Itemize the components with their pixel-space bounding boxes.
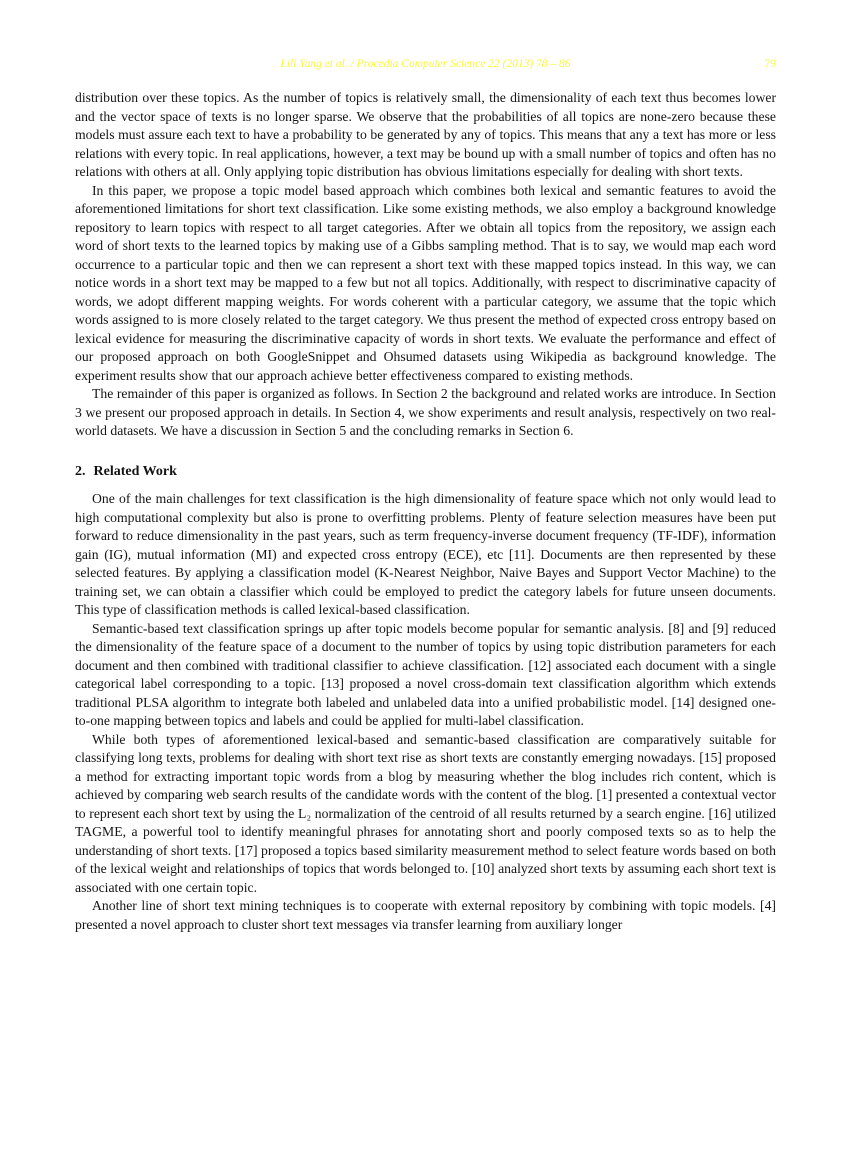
running-header <box>75 56 776 72</box>
section-title: Related Work <box>93 463 177 479</box>
paragraph-external-repository: Another line of short text mining techniques is to cooperate with external repository by combining with topic models. [4] presented a novel approach to cluster short text messages via transfer learning from auxiliary longer <box>75 898 776 932</box>
journal-citation: Lili Yang et al. / Procedia Computer Science 22 (2013) 78 – 86 <box>280 58 571 70</box>
paragraph-semantic-classification: Semantic-based text classification springs up after topic models become popular for semantic analysis. [8] and [9] reduced the dimensionality of the feature space of a document to the number of topics by using topic distribution parameters for each document and then combined with traditional classifier to achieve classification. [12] associated each document with a single categorical label corresponding to a topic. [13] proposed a novel cross-domain text classification algorithm which extends traditional PLSA algorithm to integrate both labeled and unlabeled data into a unified probabilistic model. [14] designed one-to-one mapping between topics and labels and could be applied for multi-label classification. <box>75 620 776 728</box>
paper-body <box>75 89 776 934</box>
paragraph-paper-outline: The remainder of this paper is organized as follows. In Section 2 the background and related works are introduce. In Section 3 we present our proposed approach in details. In Section 4, we show experiments and result analysis, respectively on two real-world datasets. We have a discussion in Section 5 and the concluding remarks in Section 6. <box>75 386 776 438</box>
paragraph-lexical-classification: One of the main challenges for text classification is the high dimensionality of feature space which not only would lead to high computational complexity but also is prone to overfitting problems. Plenty of feature selection measures have been put forward to reduce dimensionality in the past years, such as term frequency-inverse document frequency (TF-IDF), information gain (IG), mutual information (MI) and expected cross entropy (ECE), etc [11]. Documents are then represented by these selected features. By applying a classification model (K-Nearest Neighbor, Naive Bayes and Support Vector Machine) to the training set, we can obtain a classifier which could be employed to predict the category labels for future unseen documents. This type of classification methods is called lexical-based classification. <box>75 491 776 617</box>
section-heading-related-work <box>75 463 776 482</box>
paragraph-proposed-approach: In this paper, we propose a topic model based approach which combines both lexical and semantic features to avoid the aforementioned limitations for short text classification. Like some existing methods, we also employ a background knowledge repository to learn topics with respect to all target categories. After we obtain all topics from the repository, we assign each word of short texts to the learned topics by making use of a Gibbs sampling method. That is to say, we would map each word occurrence to a particular topic and then we can represent a short text with these mapped topics instead. In this way, we can notice words in a short text may be mapped to a few but not all topics. Additionally, with respect to discriminative capacity of words, we adopt different mapping weights. For words coherent with a particular category, we assume that the topic which words assigned to is more closely related to the target category. We thus present the method of expected cross entropy based on lexical evidence for measuring the discriminative capacity of words in short texts. We evaluate the performance and effect of our proposed approach on both GoogleSnippet and Ohsumed datasets using Wikipedia as background knowledge. The experiment results show that our approach achieve better effectiveness compared to existing methods. <box>75 182 776 383</box>
section-number: 2. <box>75 463 86 479</box>
paragraph-intro-continuation: distribution over these topics. As the number of topics is relatively small, the dimensionality of each text thus becomes lower and the vector space of texts is no longer sparse. We observe that the probabilities of all topics are none-zero because these models must assure each text to have a probability to be generated by any of topics. This means that any a text has more or less relations with every topic. In real applications, however, a text may be bound up with a small number of topics and often has no relations with others at all. Only applying topic distribution has obvious limitations especially for dealing with short texts. <box>75 90 776 179</box>
paragraph-short-text-problems: While both types of aforementioned lexical-based and semantic-based classification are comparatively suitable for classifying long texts, problems for dealing with short text rise as short texts are constantly emerging nowadays. [15] proposed a method for extracting important topic words from a blog by measuring whether the blog includes rich content, which is achieved by comparing web search results of the candidate words with the content of the blog. [1] presented a contextual vector to represent each short text by using the L₂ normalization of the centroid of all results returned by a search engine. [16] utilized TAGME, a powerful tool to identify meaningful phrases for annotating short and poorly composed texts so as to help the understanding of short texts. [17] proposed a topics based similarity measurement method to select feature words based on both of the lexical weight and relationships of topics that words belonged to. [10] analyzed short texts by assuming each short text is associated with one certain topic. <box>75 731 776 895</box>
page-number: 79 <box>764 58 776 70</box>
